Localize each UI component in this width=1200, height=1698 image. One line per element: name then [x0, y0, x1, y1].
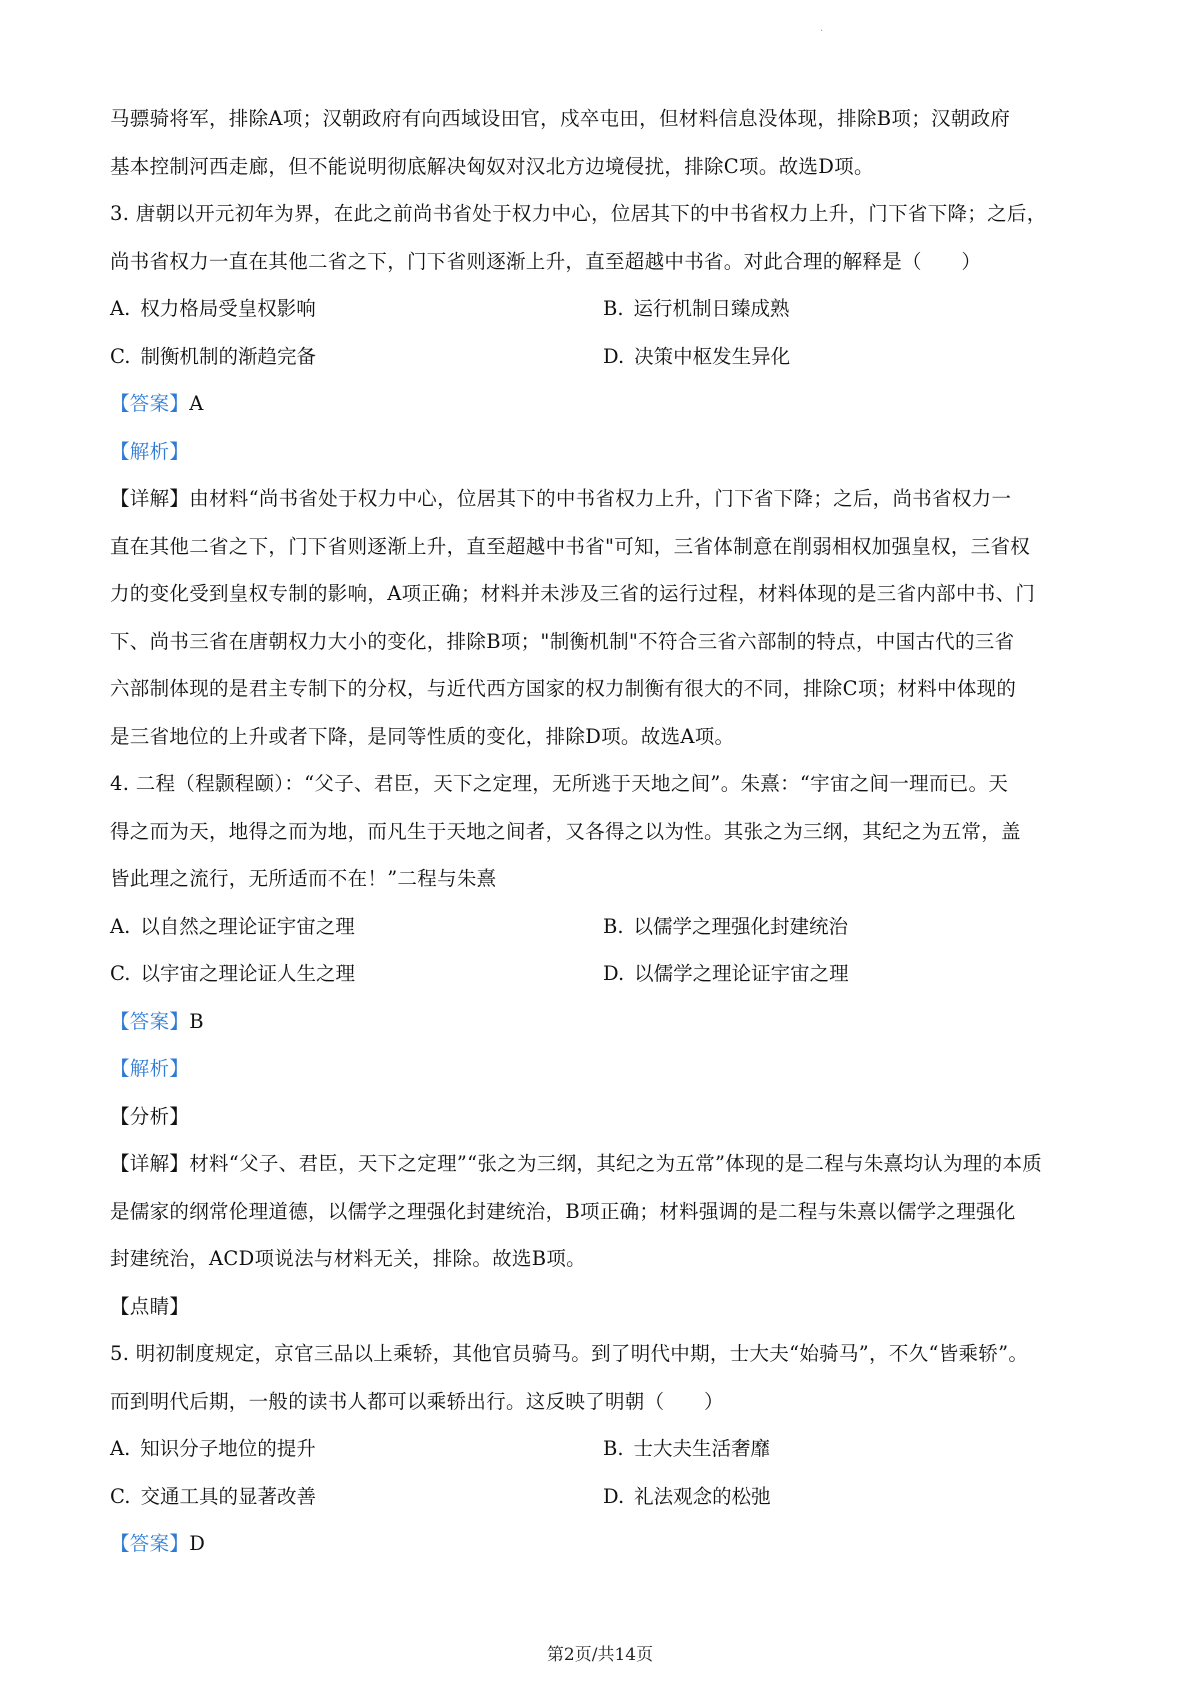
q3-option-c: C. 制衡机制的渐趋完备: [110, 344, 316, 368]
q3-options-row: [110, 333, 1100, 381]
q3-detail-line: 直在其他二省之下，门下省则逐渐上升，直至超越中书省"可知，三省体制意在削弱相权加强皇权，三省权: [110, 534, 1031, 558]
detail-label: 【详解】: [110, 1152, 190, 1175]
q3-detail-line: 力的变化受到皇权专制的影响，A项正确；材料并未涉及三省的运行过程，材料体现的是三省内部中书、门: [110, 582, 1036, 605]
q4-stem-line: 皆此理之流行，无所适而不在！”二程与朱熹: [110, 867, 497, 890]
q3-analysis: [110, 428, 1100, 476]
q4-option-d: D. 以儒学之理论证宇宙之理: [603, 962, 849, 985]
page-footer: 第2页/共14页: [546, 1645, 654, 1665]
q3-answer: 【答案】A: [110, 392, 204, 415]
analysis-label: 【解析】: [110, 439, 190, 463]
intro-line: 基本控制河西走廊，但不能说明彻底解决匈奴对汉北方边境侵扰，排除C项。故选D项。: [110, 154, 874, 178]
q5-stem-line: 而到明代后期，一般的读书人都可以乘轿出行。这反映了明朝（ ）: [110, 1389, 724, 1413]
q4-detail-line: 是儒家的纲常伦理道德，以儒学之理强化封建统治，B项正确；材料强调的是二程与朱熹以儒学之理强化: [110, 1199, 1016, 1223]
q5-options-row: [110, 1425, 1100, 1473]
dianjing-label: 【点睛】: [110, 1294, 190, 1318]
q4-analysis: [110, 1045, 1100, 1093]
q3-stem-line: 尚书省权力一直在其他二省之下，门下省则逐渐上升，直至超越中书省。对此合理的解释是（ ）: [110, 249, 982, 273]
detail-label: 【详解】: [110, 487, 190, 510]
q3-detail-line: 下、尚书三省在唐朝权力大小的变化，排除B项；"制衡机制"不符合三省六部制的特点，中国古代的三省: [110, 629, 1015, 653]
q4-options-row: [110, 950, 1100, 998]
q5-option-d: D. 礼法观念的松弛: [603, 1484, 771, 1508]
q4-stem-line: 得之而为天，地得之而为地，而凡生于天地之间者，又各得之以为性。其张之为三纲，其纪之为五常，盖: [110, 819, 1021, 843]
q5-stem-line: 5. 明初制度规定，京官三品以上乘轿，其他官员骑马。到了明代中期，士大夫“始骑马”，不久“皆乘轿”。: [110, 1342, 1029, 1365]
q4-option-b: B. 以儒学之理强化封建统治: [603, 914, 849, 938]
top-mark: ·: [820, 26, 824, 37]
answer-label: 【答案】: [110, 1532, 190, 1555]
q5-option-c: C. 交通工具的显著改善: [110, 1484, 316, 1508]
intro-line: 马骠骑将军，排除A项；汉朝政府有向西域设田官，戍卒屯田，但材料信息没体现，排除B项；汉朝政府: [110, 107, 1011, 130]
content-body: [110, 95, 1100, 1568]
q4-detail-line: 【详解】材料“父子、君臣，天下之定理”“张之为三纲，其纪之为五常”体现的是二程与朱熹均认为理的本质: [110, 1152, 1043, 1175]
q3-detail-line: 是三省地位的上升或者下降，是同等性质的变化，排除D项。故选A项。: [110, 724, 735, 748]
q4-dianjing: [110, 1283, 1100, 1331]
q4-stem-line: 4. 二程（程颢程颐）：“父子、君臣，天下之定理，无所逃于天地之间”。朱熹：“宇宙之间一理而已。天: [110, 772, 1009, 795]
q4-option-c: C. 以宇宙之理论证人生之理: [110, 962, 355, 985]
q5-option-a: A. 知识分子地位的提升: [110, 1437, 316, 1460]
answer-label: 【答案】: [110, 1009, 190, 1033]
q3-option-d: D. 决策中枢发生异化: [603, 344, 791, 368]
q4-detail-line: 封建统治，ACD项说法与材料无关，排除。故选B项。: [110, 1247, 586, 1270]
answer-label: 【答案】: [110, 392, 190, 415]
q3-option-a: A. 权力格局受皇权影响: [110, 297, 316, 320]
q4-option-a: A. 以自然之理论证宇宙之理: [110, 914, 355, 938]
q5-option-b: B. 士大夫生活奢靡: [603, 1437, 771, 1460]
q4-fenxi: [110, 1093, 1100, 1141]
q3-options-row: [110, 285, 1100, 333]
analysis-label: 【解析】: [110, 1057, 190, 1080]
q5-answer: 【答案】D: [110, 1532, 206, 1555]
q3-detail-line: 【详解】由材料“尚书省处于权力中心，位居其下的中书省权力上升，门下省下降；之后，尚书省权力一: [110, 487, 1012, 510]
q3-stem-line: 3. 唐朝以开元初年为界，在此之前尚书省处于权力中心，位居其下的中书省权力上升，门下省下降；之后，: [110, 202, 1047, 225]
q3-detail-line: 六部制体现的是君主专制下的分权，与近代西方国家的权力制衡有很大的不同，排除C项；材料中体现的: [110, 677, 1017, 700]
q4-answer: 【答案】B: [110, 1009, 204, 1033]
q4-options-row: [110, 903, 1100, 951]
fenxi-label: 【分析】: [110, 1104, 190, 1128]
q3-option-b: B. 运行机制日臻成熟: [603, 297, 790, 320]
q5-options-row: [110, 1473, 1100, 1521]
